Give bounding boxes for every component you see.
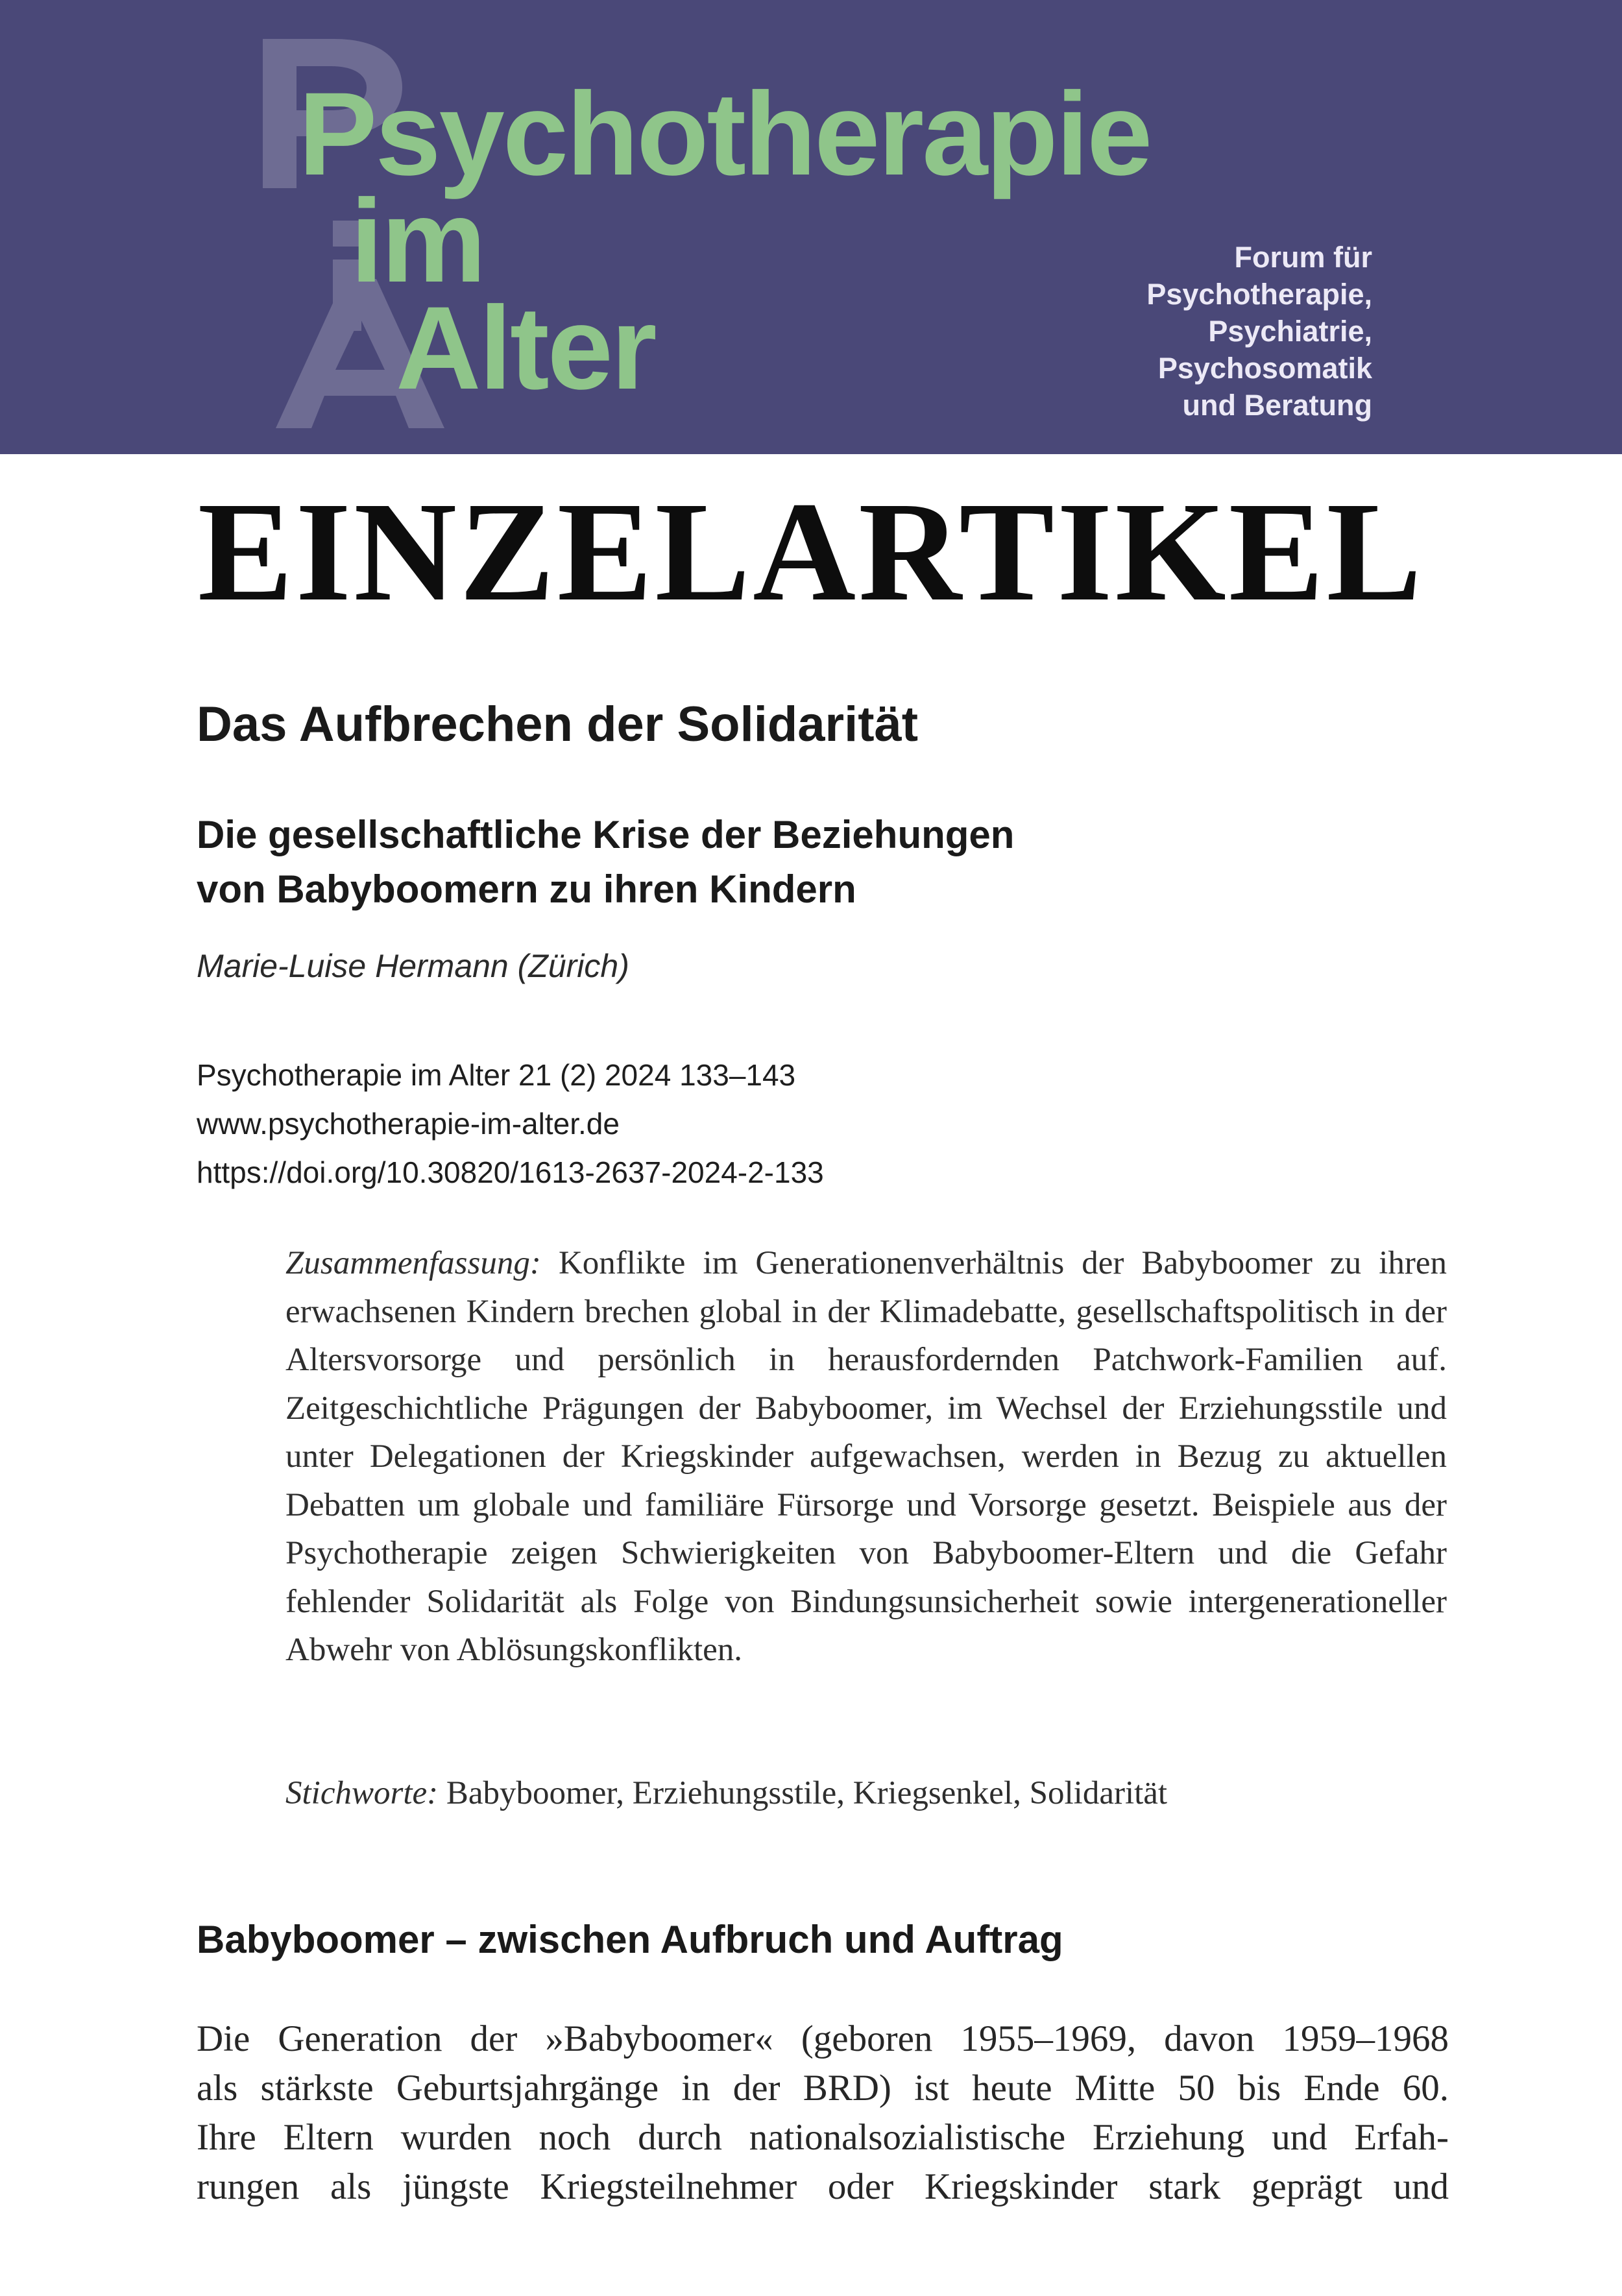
subtitle-line: Die gesellschaftliche Krise der Beziehungen [197, 813, 1015, 856]
doi-link[interactable]: https://doi.org/10.30820/1613-2637-2024-2-133 [197, 1155, 824, 1189]
keywords [285, 1774, 1447, 1812]
body-line: Ihre Eltern wurden noch durch nationalsozialistische Erziehung und Erfah- [197, 2117, 1449, 2158]
journal-tagline [1146, 239, 1372, 424]
body-paragraph [197, 2014, 1449, 2212]
logo-text-im: im [350, 175, 485, 307]
citation: Psychotherapie im Alter 21 (2) 2024 133–143 [197, 1058, 796, 1092]
article-subtitle [197, 808, 1449, 917]
tagline-line: Psychiatrie, [1208, 315, 1372, 348]
abstract-label: Zusammenfassung: [285, 1245, 559, 1281]
keywords-text: Babyboomer, Erziehungsstile, Kriegsenkel, Solidarität [446, 1775, 1168, 1811]
banner-title: EINZELARTIKEL [197, 472, 1425, 631]
subtitle-line: von Babyboomern zu ihren Kindern [197, 867, 856, 911]
article-author: Marie-Luise Hermann (Zürich) [197, 948, 629, 984]
body-line: rungen als jüngste Kriegsteilnehmer oder Kriegskinder stark geprägt und [197, 2166, 1449, 2207]
article-title: Das Aufbrechen der Solidarität [197, 697, 919, 752]
section-heading: Babyboomer – zwischen Aufbruch und Auftrag [197, 1918, 1063, 1961]
citation-block [197, 1051, 1449, 1197]
body-line: als stärkste Geburtsjahrgänge in der BRD) ist heute Mitte 50 bis Ende 60. [197, 2068, 1449, 2109]
page-cutoff-fade [0, 2219, 1622, 2296]
journal-header [0, 0, 1622, 454]
logo-text-psychotherapie: Psychotherapie [298, 67, 1151, 200]
tagline-line: Forum für [1234, 241, 1372, 274]
tagline-line: Psychosomatik [1157, 352, 1372, 385]
tagline-line: Psychotherapie, [1146, 278, 1372, 311]
abstract-text: Konflikte im Generationenverhältnis der Babyboomer zu ihren erwachsenen Kindern brechen global in der Klimadebatte, gesellschaftspolitisch in der Altersvorsorge und persönlich in herausfordernden Patchwork-Familien auf. Zeitgeschichtliche Prägungen der Babyboomer, im Wechsel der Erziehungsstile und unter Delegationen der Kriegskinder aufgewachsen, werden in Bezug zu aktuellen Debatten um globale und familiäre Fürsorge und Vorsorge gesetzt. Beispiele aus der Psychotherapie zeigen Schwierigkeiten von Babyboomer-Eltern und die Gefahr fehlender Solidarität als Folge von Bindungsunsicherheit sowie intergenerationeller Abwehr von Ablösungskonflikten. [285, 1245, 1447, 1668]
tagline-line: und Beratung [1182, 389, 1372, 422]
logo-text-alter: Alter [396, 282, 655, 414]
website-link[interactable]: www.psychotherapie-im-alter.de [197, 1107, 620, 1141]
keywords-label: Stichworte: [285, 1775, 446, 1811]
body-line: Die Generation der »Babyboomer« (geboren 1955–1969, davon 1959–1968 [197, 2018, 1449, 2059]
abstract [285, 1239, 1447, 1674]
